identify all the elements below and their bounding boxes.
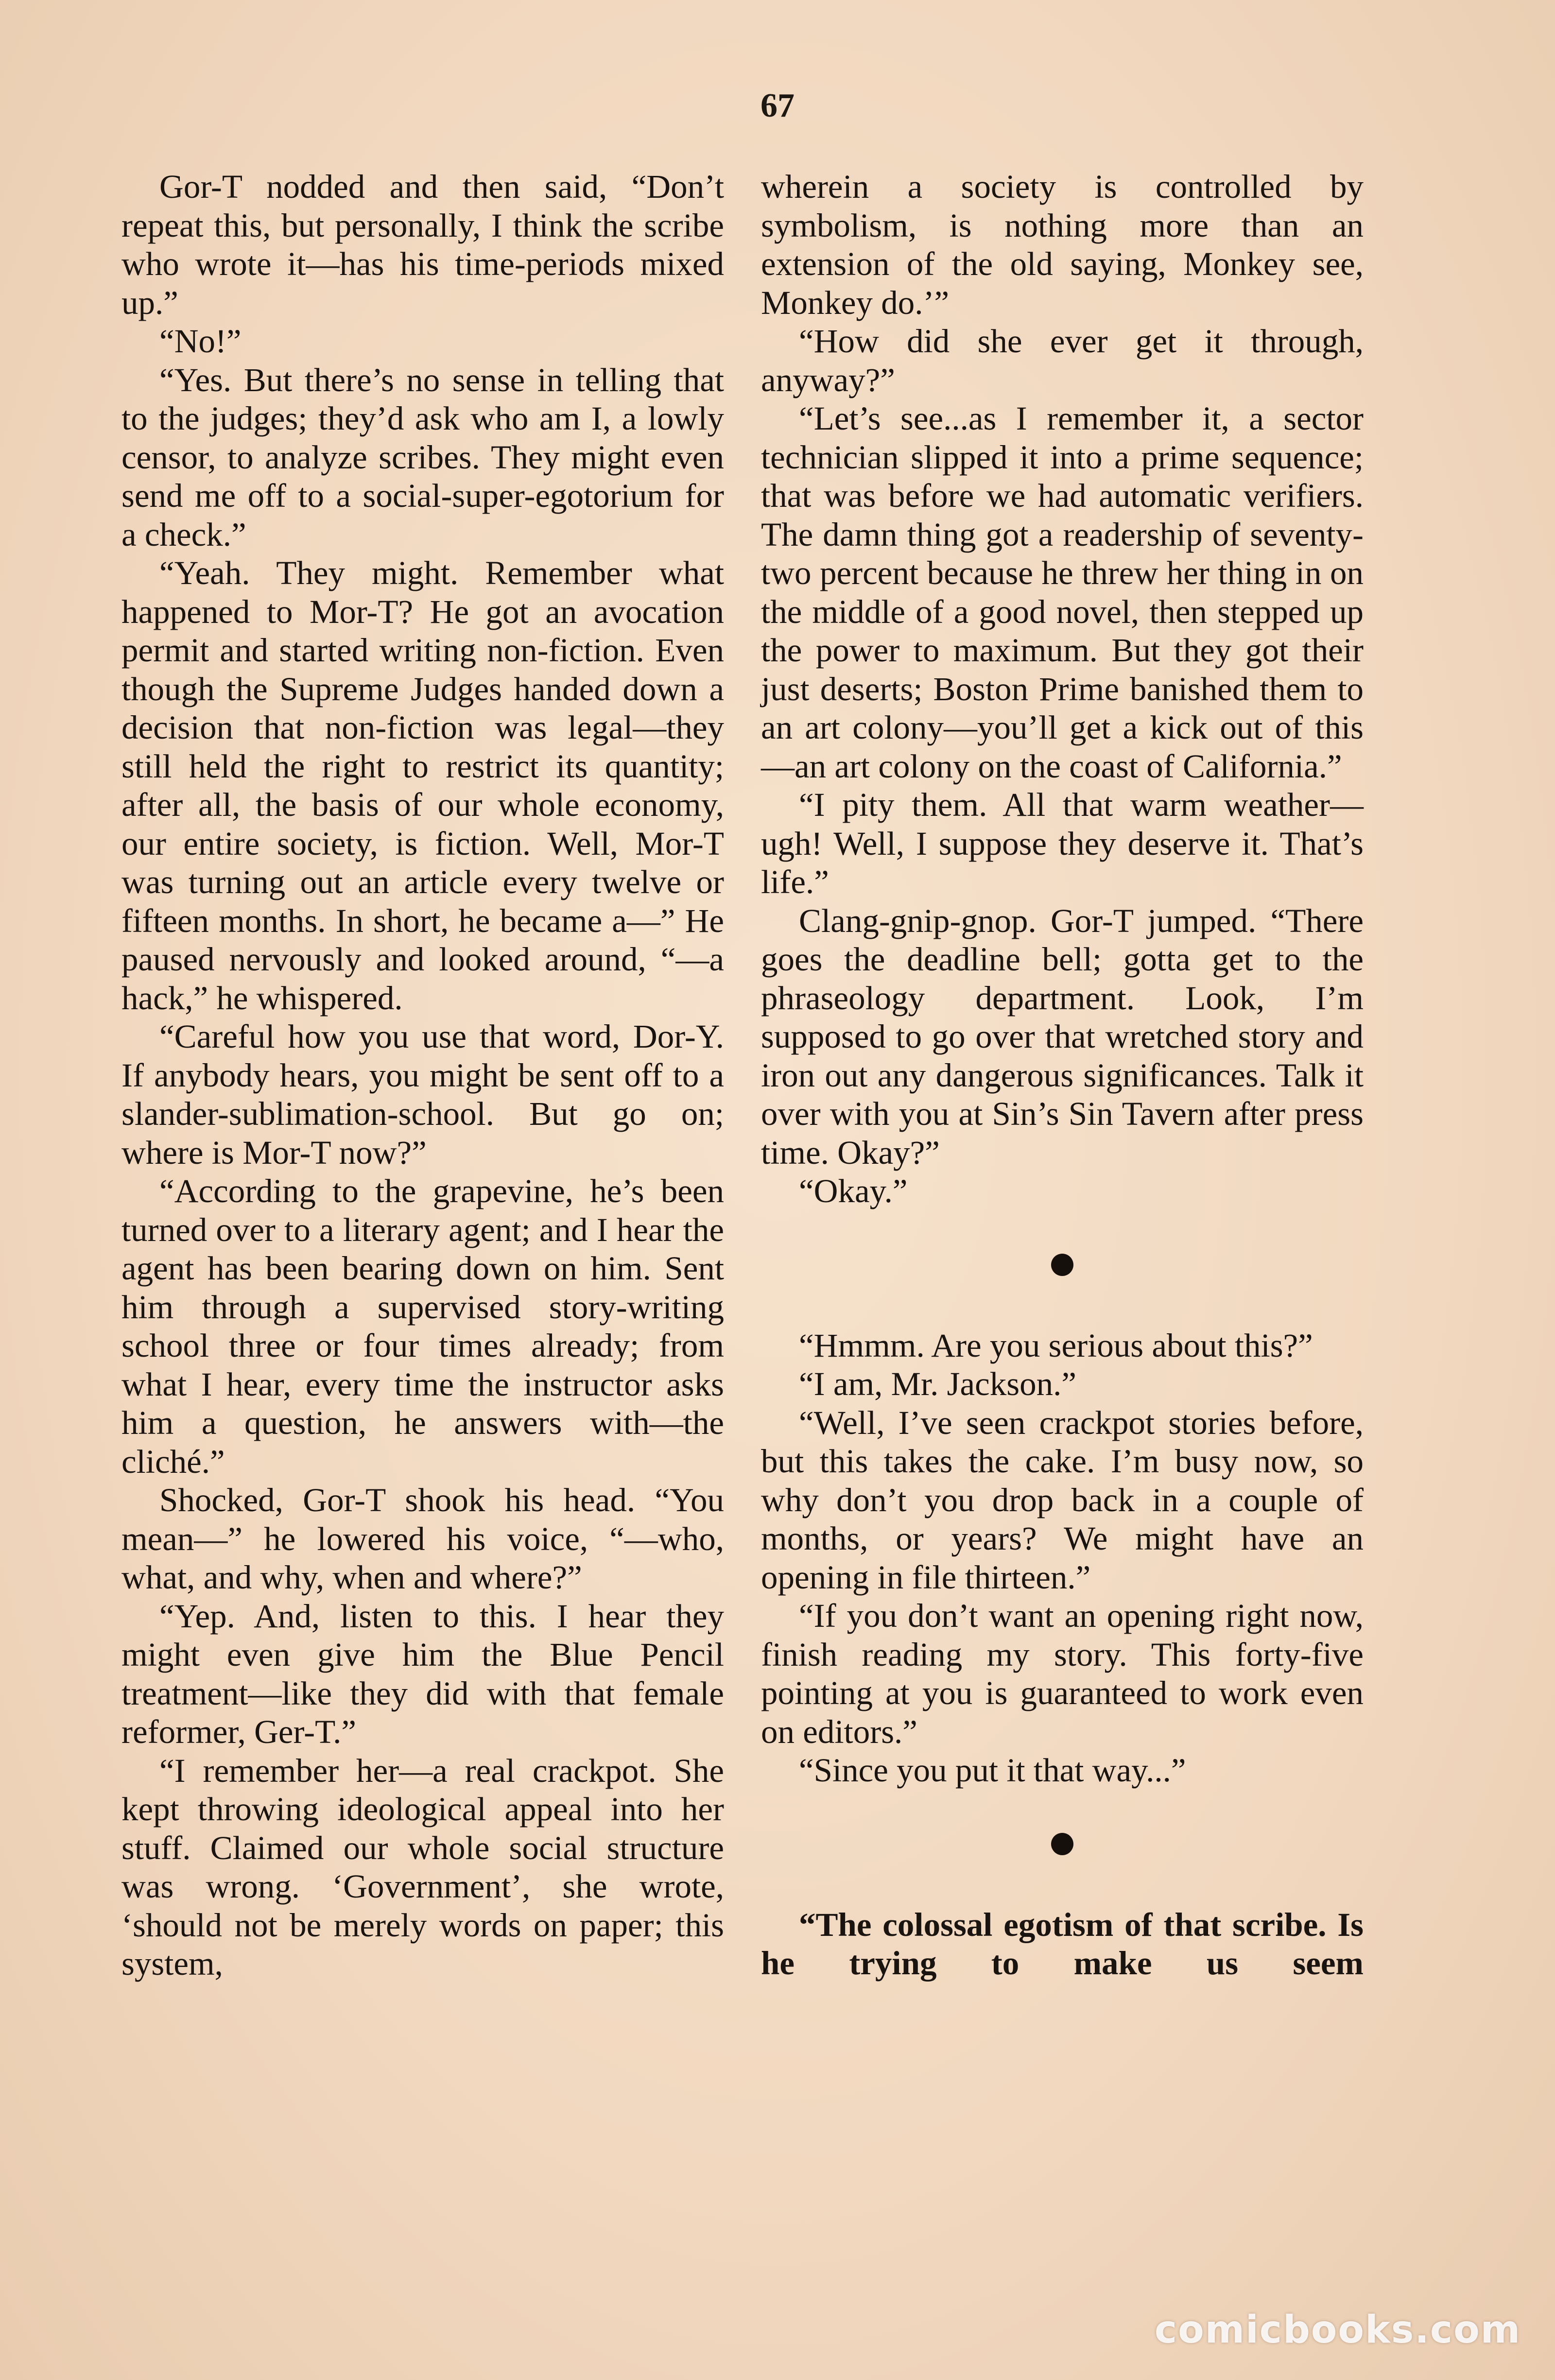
paragraph: “If you don’t want an opening right now, finish reading my story. This forty-five pointing at you is guaranteed to work even on editors.”: [761, 1597, 1364, 1750]
right-column: [761, 168, 1364, 1983]
paragraph: “How did she ever get it through, anyway?”: [761, 323, 1364, 398]
paragraph: wherein a society is controlled by symbolism, is nothing more than an extension of the old saying, Monkey see, Monkey do.’”: [761, 168, 1364, 321]
paragraph: “I pity them. All that warm weather—ugh! Well, I suppose they deserve it. That’s life.”: [761, 786, 1364, 900]
paragraph: Gor-T nodded and then said, “Don’t repeat this, but personally, I think the scribe who wrote it—has his time-periods mixed up.”: [121, 168, 724, 321]
paragraph: “No!”: [159, 323, 242, 360]
section-break-dot: [1051, 1254, 1073, 1276]
paragraph: Shocked, Gor-T shook his head. “You mean—” he lowered his voice, “—who, what, and why, when and where?”: [121, 1482, 724, 1596]
paragraph: “I remember her—a real crackpot. She kept throwing ideological appeal into her stuff. Claimed our whole social structure was wrong. ‘Government’, she wrote, ‘should not be merely words on paper; this system,: [121, 1752, 724, 1982]
paragraph: “Since you put it that way...”: [799, 1752, 1186, 1789]
paragraph: “According to the grapevine, he’s been turned over to a literary agent; and I hear the agent has been bearing down on him. Sent him through a supervised story-writing school three or four times already; from what I hear, every time the instructor asks him a question, he answers with—the cliché.”: [121, 1173, 724, 1480]
paragraph: “Yeah. They might. Remember what happened to Mor-T? He got an avocation permit and started writing non-fiction. Even though the Supreme Judges handed down a decision that non-fiction was legal—they still held the right to restrict its quantity; after all, the basis of our whole economy, our entire society, is fiction. Well, Mor-T was turning out an article every twelve or fifteen months. In short, he became a—” He paused nervously and looked around, “—a hack,” he whispered.: [121, 554, 724, 1017]
paragraph: “Yes. But there’s no sense in telling that to the judges; they’d ask who am I, a lowly censor, to analyze scribes. They might even send me off to a social-super-egotorium for a check.”: [121, 361, 724, 553]
paragraph: “Let’s see...as I remember it, a sector technician slipped it into a prime sequence; that was before we had automatic verifiers. The damn thing got a readership of seventy-two percent because he threw her thing in on the middle of a good novel, then stepped up the power to maximum. But they got their just deserts; Boston Prime banished them to an art colony—you’ll get a kick out of this —an art colony on the coast of California.”: [761, 400, 1364, 785]
paragraph: “Yep. And, listen to this. I hear they might even give him the Blue Pencil treatment—like they did with that female reformer, Ger-T.”: [121, 1597, 724, 1750]
paragraph: “I am, Mr. Jackson.”: [799, 1365, 1077, 1402]
paragraph: “Hmmm. Are you serious about this?”: [799, 1327, 1313, 1364]
paragraph: “The colossal egotism of that scribe. Is he trying to make us seem: [761, 1906, 1364, 1982]
section-break-dot: [1051, 1833, 1073, 1855]
watermark: comicbooks.com: [1154, 2308, 1521, 2352]
paragraph: “Well, I’ve seen crackpot stories before, but this takes the cake. I’m busy now, so why don’t you drop back in a couple of months, or years? We might have an opening in file thirteen.”: [761, 1404, 1364, 1596]
left-column: [121, 168, 724, 1983]
paragraph: “Okay.”: [799, 1173, 908, 1209]
page-number: 67: [760, 87, 795, 124]
paragraph: “Careful how you use that word, Dor-Y. If anybody hears, you might be sent off to a slander-sublimation-school. But go on; where is Mor-T now?”: [121, 1018, 724, 1171]
paragraph: Clang-gnip-gnop. Gor-T jumped. “There goes the deadline bell; gotta get to the phraseology department. Look, I’m supposed to go over that wretched story and iron out any dangerous significances. Talk it over with you at Sin’s Sin Tavern after press time. Okay?”: [761, 902, 1364, 1171]
